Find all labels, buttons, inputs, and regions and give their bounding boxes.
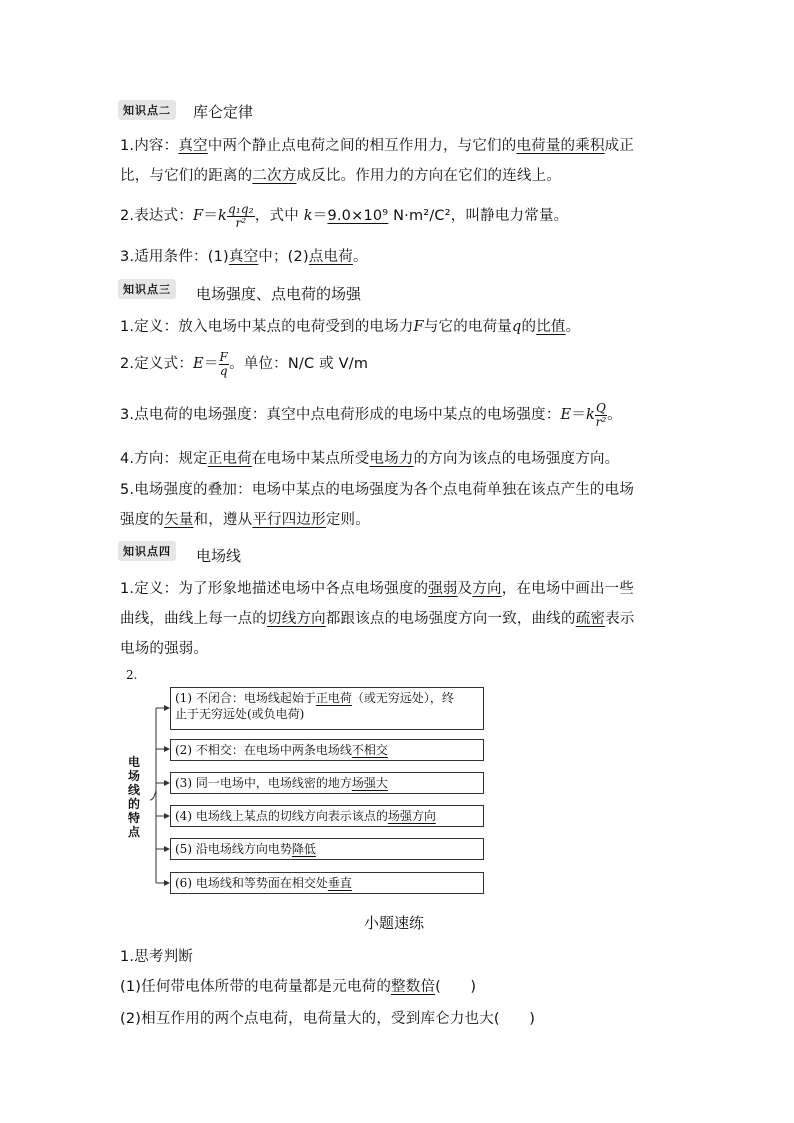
diagram-item-number: 2. bbox=[126, 668, 138, 682]
practice-q1-2: (2)相互作用的两个点电荷，电荷量大的，受到库仑力也大( ) bbox=[120, 1011, 536, 1027]
section-badge-3: 知识点三 bbox=[118, 279, 176, 299]
diagram-box-1: (1) 不闭合：电场线起始于正电荷（或无穷远处），终 止于无穷远处(或负电荷) bbox=[170, 687, 484, 730]
section-badge-2: 知识点二 bbox=[118, 100, 176, 120]
field-fraction: $\frac{F}{q}$ bbox=[219, 349, 229, 378]
coulomb-content-line2: 比，与它们的距离的二次方成反比。作用力的方向在它们的连线上。 bbox=[120, 168, 562, 184]
coulomb-content-line1: 1.内容：真空中两个静止点电荷之间的相互作用力，与它们的电荷量的乘积成正 bbox=[120, 138, 635, 154]
coulomb-expression: 2.表达式：F＝k $\frac{\text{q₁q₂}}{\text{r²}}$ ，式中 k＝9.0×10⁹ N·m²/C²，叫静电力常量。 bbox=[120, 201, 569, 230]
field-direction: 4.方向：规定正电荷在电场中某点所受电场力的方向为该点的电场强度方向。 bbox=[120, 451, 620, 467]
field-definition: 1.定义：放入电场中某点的电荷受到的电场力F与它的电荷量q的比值。 bbox=[120, 319, 581, 335]
diagram-box-6: (6) 电场线和等势面在相交处垂直 bbox=[170, 872, 484, 894]
section-badge-4: 知识点四 bbox=[118, 541, 176, 561]
diagram-side-label: 电 场 线 的 特 点 bbox=[127, 755, 140, 839]
practice-q1: 1.思考判断 bbox=[120, 949, 194, 965]
section-title-3: 电场强度、点电荷的场强 bbox=[196, 285, 362, 303]
diagram-box-5: (5) 沿电场线方向电势降低 bbox=[170, 838, 484, 860]
diagram-box-3: (3) 同一电场中，电场线密的地方场强大 bbox=[170, 772, 484, 794]
point-charge-fraction: $\frac{Q}{\text{r²}}$ bbox=[595, 400, 607, 429]
coulomb-fraction: $\frac{\text{q₁q₂}}{\text{r²}}$ bbox=[228, 201, 254, 230]
field-formula: 2.定义式：E＝ $\frac{F}{q}$ 。单位：N/C 或 V/m bbox=[120, 349, 369, 378]
point-charge-field: 3.点电荷的电场强度：真空中点电荷形成的电场中某点的电场强度：E＝k $\frac{Q}{\text{r²}}$ 。 bbox=[120, 400, 622, 429]
diagram-box-4: (4) 电场线上某点的切线方向表示该点的场强方向 bbox=[170, 805, 484, 827]
lines-definition-line3: 电场的强弱。 bbox=[120, 641, 209, 657]
field-superposition-line1: 5.电场强度的叠加：电场中某点的电场强度为各个点电荷单独在该点产生的电场 bbox=[120, 482, 635, 498]
coulomb-conditions: 3.适用条件：(1)真空中；(2)点电荷。 bbox=[120, 249, 368, 265]
practice-q1-1: (1)任何带电体所带的电荷量都是元电荷的整数倍( ) bbox=[120, 979, 477, 995]
lines-definition-line1: 1.定义：为了形象地描述电场中各点电场强度的强弱及方向，在电场中画出一些 bbox=[120, 581, 635, 597]
diagram-box-2: (2) 不相交：在电场中两条电场线不相交 bbox=[170, 739, 484, 761]
field-superposition-line2: 强度的矢量和，遵从平行四边形定则。 bbox=[120, 512, 370, 528]
practice-title: 小题速练 bbox=[364, 914, 425, 932]
lines-definition-line2: 曲线，曲线上每一点的切线方向都跟该点的电场强度方向一致，曲线的疏密表示 bbox=[120, 611, 635, 627]
section-title-2: 库仑定律 bbox=[193, 103, 254, 121]
section-title-4: 电场线 bbox=[196, 547, 242, 565]
